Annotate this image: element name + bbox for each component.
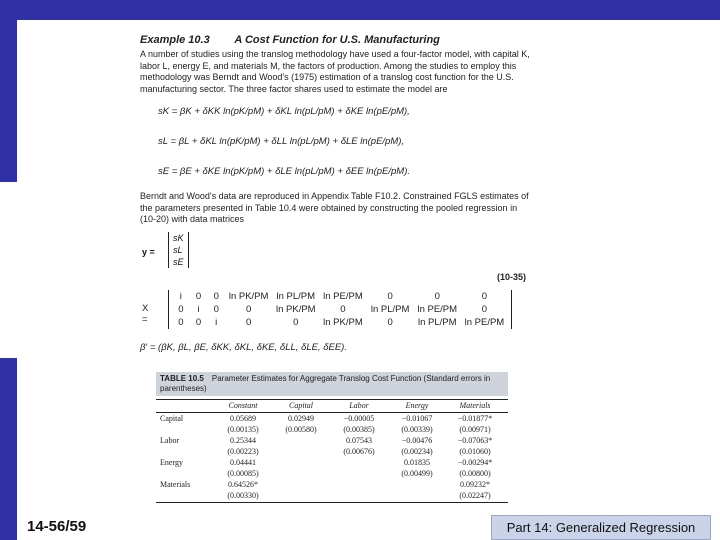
table-cell: (0.00385) xyxy=(343,425,375,434)
x-matrix-cell: 0 xyxy=(213,291,219,302)
table-footer-rule xyxy=(156,502,508,503)
x-matrix-cell: ln PE/PM xyxy=(323,291,363,302)
table-header-cell: Energy xyxy=(405,401,429,410)
x-matrix-cell: 0 xyxy=(245,317,252,328)
table-cell: −0.01877* xyxy=(457,414,493,423)
equation-number: (10-35) xyxy=(497,272,527,282)
example-label: Example 10.3 xyxy=(140,34,210,46)
x-matrix-cell: i xyxy=(179,291,182,302)
table-cell: (0.00676) xyxy=(343,447,375,456)
table-cell: 0.07543 xyxy=(346,436,372,445)
x-matrix-body xyxy=(168,290,512,329)
x-matrix-cell: ln PL/PM xyxy=(276,291,316,302)
textbook-excerpt xyxy=(140,34,535,274)
left-bar xyxy=(0,0,17,540)
intro-paragraph: A number of studies using the translog methodology have used a four-factor model, with capital K, labor L, energy E, and materials M, the factors of production. Among the studies to employ this methodology was Berndt and Wood's (1975) estimation of a translog cost function for the U.S. manufacturing sector. The three factor shares used to estimate the model are xyxy=(140,49,530,94)
table-row xyxy=(156,468,508,479)
table-cell: (0.00135) xyxy=(227,425,259,434)
left-bar-upper-block xyxy=(0,0,17,182)
table-cell xyxy=(330,457,388,468)
x-matrix-cell: i xyxy=(215,317,218,328)
table-row xyxy=(156,435,508,446)
x-matrix-cell: ln PK/PM xyxy=(228,291,269,302)
x-matrix-cell: ln PK/PM xyxy=(323,317,363,328)
x-matrix-cell: 0 xyxy=(195,317,202,328)
y-vector-entries xyxy=(168,232,189,268)
share-equation-labor: sL = βL + δKL ln(pK/pM) + δLL ln(pL/pM) + δLE ln(pE/pM), xyxy=(158,136,405,147)
table-cell: (0.00339) xyxy=(401,425,433,434)
table-cell: 0.01835 xyxy=(404,458,430,467)
table-cell: −0.07063* xyxy=(457,436,493,445)
x-matrix-cell: 0 xyxy=(387,317,393,328)
beta-vector: β′ = (βK, βL, βE, δKK, δKL, δKE, δLL, δLE, δEE). xyxy=(140,342,347,353)
table-cell: −0.00005 xyxy=(343,414,375,423)
x-matrix-cell: 0 xyxy=(178,317,184,328)
table-cell: Energy xyxy=(160,458,183,467)
x-matrix-cell: 0 xyxy=(434,291,440,302)
x-matrix-cell: 0 xyxy=(245,304,252,315)
table-cell xyxy=(156,424,214,435)
table-row xyxy=(156,479,508,490)
x-matrix-cell: 0 xyxy=(195,291,202,302)
x-matrix-cell: 0 xyxy=(293,317,299,328)
table-label: TABLE 10.5 xyxy=(160,374,204,383)
table-cell xyxy=(156,446,214,457)
slide-number: 14-56/59 xyxy=(27,518,87,535)
table-cell xyxy=(388,490,446,501)
parameter-table xyxy=(156,372,508,503)
top-bar-inner xyxy=(17,0,720,20)
x-matrix-cell: ln PE/PM xyxy=(464,317,505,328)
table-cell: Materials xyxy=(160,480,191,489)
table-cell xyxy=(388,479,446,490)
table-cell: (0.00330) xyxy=(227,491,259,500)
table-row xyxy=(156,424,508,435)
x-matrix-cell: ln PL/PM xyxy=(417,317,457,328)
x-matrix-cell: 0 xyxy=(213,304,219,315)
x-matrix-cell: 0 xyxy=(340,304,346,315)
x-matrix-cell: ln PK/PM xyxy=(275,304,316,315)
table-caption xyxy=(156,372,508,396)
table-cell: −0.01067 xyxy=(401,414,433,423)
table-row xyxy=(156,457,508,468)
x-matrix-cell: ln PL/PM xyxy=(370,304,410,315)
example-title: A Cost Function for U.S. Manufacturing xyxy=(234,34,440,46)
table-cell xyxy=(272,468,330,479)
y-vector xyxy=(140,230,535,274)
x-matrix-cell: 0 xyxy=(178,304,184,315)
table-cell: (0.01060) xyxy=(459,447,491,456)
table-cell: Labor xyxy=(160,436,180,445)
x-matrix-row xyxy=(172,290,508,303)
table-cell xyxy=(156,468,214,479)
table-header-cell: Capital xyxy=(288,401,313,410)
table-cell: (0.00971) xyxy=(459,425,491,434)
x-matrix-cell: 0 xyxy=(481,304,488,315)
table-cell xyxy=(272,457,330,468)
y-entry: sE xyxy=(173,256,184,267)
table-title: Parameter Estimates for Aggregate Translog Cost Function (Standard errors in parentheses) xyxy=(160,374,491,393)
left-bar-lower-block xyxy=(0,358,17,540)
table-header-cell: Constant xyxy=(228,401,258,410)
y-entry: sK xyxy=(173,232,184,243)
table-cell: (0.00580) xyxy=(285,425,317,434)
table-cell: Capital xyxy=(160,414,184,423)
table-cell xyxy=(330,468,388,479)
table-header-cell: Materials xyxy=(459,401,491,410)
share-equation-capital: sK = βK + δKK ln(pK/pM) + δKL ln(pL/pM) + δKE ln(pE/pM), xyxy=(158,106,410,117)
table-cell xyxy=(272,435,330,446)
y-label: y = xyxy=(142,246,155,257)
table-cell xyxy=(272,490,330,501)
table-row xyxy=(156,413,508,424)
share-equation-energy: sE = βE + δKE ln(pK/pM) + δLE ln(pL/pM) + δEE ln(pE/pM). xyxy=(158,166,410,177)
table-header-cell: Labor xyxy=(349,401,369,410)
table-cell: −0.00476 xyxy=(401,436,433,445)
table-cell: (0.00223) xyxy=(227,447,259,456)
example-heading xyxy=(140,34,535,46)
table-header xyxy=(156,399,508,413)
table-cell xyxy=(272,479,330,490)
table-cell xyxy=(272,446,330,457)
footer-title: Part 14: Generalized Regression xyxy=(491,515,711,540)
x-matrix-row xyxy=(172,316,508,329)
table-cell: 0.25344 xyxy=(230,436,256,445)
table-cell xyxy=(330,490,388,501)
table-cell: 0.05689 xyxy=(230,414,256,423)
table-cell xyxy=(330,479,388,490)
table-row xyxy=(156,446,508,457)
x-matrix-cell: 0 xyxy=(387,291,393,302)
top-bar xyxy=(0,0,720,20)
table-cell: 0.64526* xyxy=(228,480,258,489)
table-cell: (0.02247) xyxy=(459,491,491,500)
table-row xyxy=(156,490,508,501)
data-paragraph: Berndt and Wood's data are reproduced in Appendix Table F10.2. Constrained FGLS estimates of the parameters presented in Table 10.4 were obtained by constructing the pooled regression in (10-20) with data matrices xyxy=(140,191,529,224)
x-matrix-row xyxy=(172,303,508,316)
table-cell: 0.09232* xyxy=(460,480,490,489)
table-header-cell xyxy=(156,400,214,412)
x-label: X = xyxy=(142,303,149,325)
table-cell: 0.02949 xyxy=(288,414,314,423)
x-matrix-cell: ln PE/PM xyxy=(417,304,458,315)
table-cell: (0.00085) xyxy=(227,469,259,478)
table-cell: (0.00800) xyxy=(459,469,491,478)
table-cell: (0.00499) xyxy=(401,469,433,478)
x-matrix-cell: 0 xyxy=(481,291,488,302)
x-matrix-cell: i xyxy=(197,304,200,315)
table-cell: −0.00294* xyxy=(457,458,493,467)
table-cell: 0.04441 xyxy=(230,458,256,467)
table-cell xyxy=(156,490,214,501)
table-cell: (0.00234) xyxy=(401,447,433,456)
y-entry: sL xyxy=(173,244,183,255)
table-body xyxy=(156,413,508,501)
